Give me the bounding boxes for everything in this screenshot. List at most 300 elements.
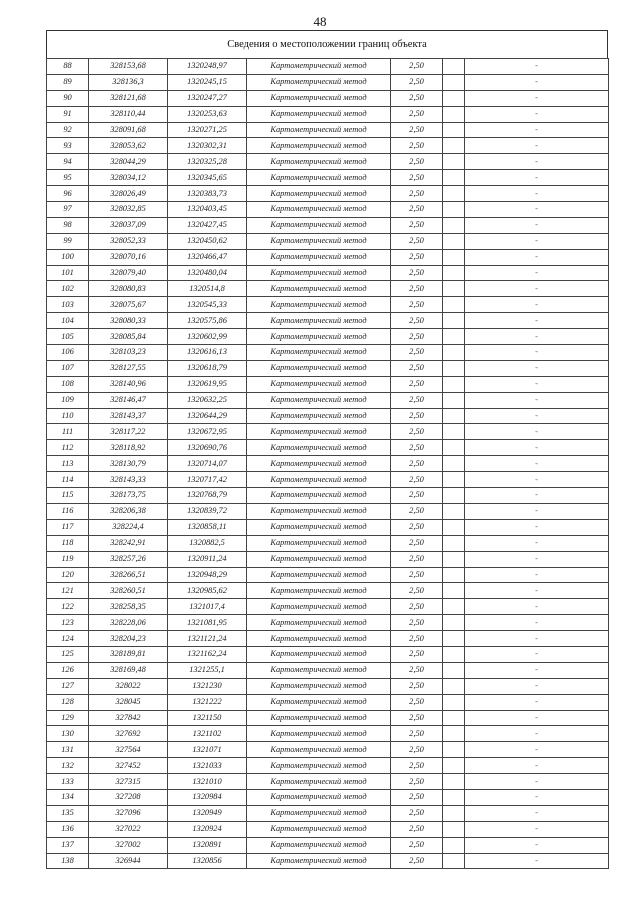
- method-cell: Картометрический метод: [247, 217, 391, 233]
- coordinate-x-cell: 328153,68: [89, 59, 168, 75]
- coordinate-y-cell: 1320644,29: [168, 408, 247, 424]
- method-cell: Картометрический метод: [247, 742, 391, 758]
- coordinate-y-cell: 1320619,95: [168, 376, 247, 392]
- description-cell: -: [465, 662, 609, 678]
- accuracy-cell: 2,50: [391, 535, 443, 551]
- table-row: [47, 440, 609, 456]
- accuracy-cell: 2,50: [391, 440, 443, 456]
- point-number-cell: 111: [47, 424, 89, 440]
- point-number-cell: 130: [47, 726, 89, 742]
- accuracy-cell: 2,50: [391, 742, 443, 758]
- point-number-cell: 124: [47, 631, 89, 647]
- note-cell: [443, 106, 465, 122]
- coordinate-y-cell: 1321071: [168, 742, 247, 758]
- table-row: [47, 217, 609, 233]
- table-row: [47, 392, 609, 408]
- point-number-cell: 97: [47, 202, 89, 218]
- accuracy-cell: 2,50: [391, 662, 443, 678]
- point-number-cell: 120: [47, 567, 89, 583]
- note-cell: [443, 646, 465, 662]
- method-cell: Картометрический метод: [247, 535, 391, 551]
- coordinate-x-cell: 328022: [89, 678, 168, 694]
- accuracy-cell: 2,50: [391, 202, 443, 218]
- accuracy-cell: 2,50: [391, 408, 443, 424]
- coordinate-y-cell: 1320325,28: [168, 154, 247, 170]
- note-cell: [443, 170, 465, 186]
- description-cell: -: [465, 297, 609, 313]
- point-number-cell: 137: [47, 837, 89, 853]
- coordinate-y-cell: 1320545,33: [168, 297, 247, 313]
- table-row: [47, 567, 609, 583]
- table-row: [47, 186, 609, 202]
- note-cell: [443, 488, 465, 504]
- coordinate-x-cell: 328110,44: [89, 106, 168, 122]
- coordinate-y-cell: 1320985,62: [168, 583, 247, 599]
- point-number-cell: 93: [47, 138, 89, 154]
- point-number-cell: 92: [47, 122, 89, 138]
- method-cell: Картометрический метод: [247, 59, 391, 75]
- accuracy-cell: 2,50: [391, 567, 443, 583]
- note-cell: [443, 408, 465, 424]
- method-cell: Картометрический метод: [247, 456, 391, 472]
- page-number: 48: [313, 14, 327, 29]
- coordinate-y-cell: 1321230: [168, 678, 247, 694]
- table-row: [47, 297, 609, 313]
- accuracy-cell: 2,50: [391, 170, 443, 186]
- description-cell: -: [465, 59, 609, 75]
- table-row: [47, 456, 609, 472]
- description-cell: -: [465, 853, 609, 869]
- coordinate-y-cell: 1320427,45: [168, 217, 247, 233]
- description-cell: -: [465, 694, 609, 710]
- coordinate-x-cell: 328053,62: [89, 138, 168, 154]
- description-cell: -: [465, 599, 609, 615]
- accuracy-cell: 2,50: [391, 583, 443, 599]
- accuracy-cell: 2,50: [391, 281, 443, 297]
- coordinate-y-cell: 1320690,76: [168, 440, 247, 456]
- point-number-cell: 127: [47, 678, 89, 694]
- description-cell: -: [465, 122, 609, 138]
- method-cell: Картометрический метод: [247, 758, 391, 774]
- coordinate-x-cell: 328143,33: [89, 472, 168, 488]
- point-number-cell: 95: [47, 170, 89, 186]
- note-cell: [443, 805, 465, 821]
- accuracy-cell: 2,50: [391, 726, 443, 742]
- method-cell: Картометрический метод: [247, 726, 391, 742]
- point-number-cell: 134: [47, 789, 89, 805]
- coordinate-x-cell: 328136,3: [89, 74, 168, 90]
- table-title: Сведения о местоположении границ объекта: [46, 30, 608, 58]
- accuracy-cell: 2,50: [391, 186, 443, 202]
- table-row: [47, 615, 609, 631]
- accuracy-cell: 2,50: [391, 106, 443, 122]
- method-cell: Картометрический метод: [247, 678, 391, 694]
- description-cell: -: [465, 583, 609, 599]
- table-row: [47, 59, 609, 75]
- coordinate-x-cell: 328224,4: [89, 519, 168, 535]
- coordinate-y-cell: 1320480,04: [168, 265, 247, 281]
- accuracy-cell: 2,50: [391, 678, 443, 694]
- accuracy-cell: 2,50: [391, 154, 443, 170]
- note-cell: [443, 376, 465, 392]
- coordinate-x-cell: 327692: [89, 726, 168, 742]
- note-cell: [443, 154, 465, 170]
- table-row: [47, 837, 609, 853]
- coordinate-y-cell: 1320891: [168, 837, 247, 853]
- description-cell: -: [465, 74, 609, 90]
- coordinate-y-cell: 1320514,8: [168, 281, 247, 297]
- coordinate-y-cell: 1320345,65: [168, 170, 247, 186]
- coordinate-x-cell: 328026,49: [89, 186, 168, 202]
- note-cell: [443, 360, 465, 376]
- table-row: [47, 138, 609, 154]
- coordinate-x-cell: 328118,92: [89, 440, 168, 456]
- table-row: [47, 360, 609, 376]
- accuracy-cell: 2,50: [391, 233, 443, 249]
- method-cell: Картометрический метод: [247, 376, 391, 392]
- table-row: [47, 742, 609, 758]
- coordinate-x-cell: 328140,96: [89, 376, 168, 392]
- method-cell: Картометрический метод: [247, 74, 391, 90]
- coordinate-x-cell: 327096: [89, 805, 168, 821]
- table-row: [47, 376, 609, 392]
- note-cell: [443, 535, 465, 551]
- coordinate-y-cell: 1321150: [168, 710, 247, 726]
- table-row: [47, 519, 609, 535]
- coordinate-y-cell: 1320247,27: [168, 90, 247, 106]
- table-row: [47, 202, 609, 218]
- coordinate-y-cell: 1320403,45: [168, 202, 247, 218]
- accuracy-cell: 2,50: [391, 297, 443, 313]
- method-cell: Картометрический метод: [247, 138, 391, 154]
- point-number-cell: 136: [47, 821, 89, 837]
- coordinate-x-cell: 328103,23: [89, 345, 168, 361]
- table-row: [47, 821, 609, 837]
- coordinate-y-cell: 1320882,5: [168, 535, 247, 551]
- table-row: [47, 678, 609, 694]
- description-cell: -: [465, 631, 609, 647]
- accuracy-cell: 2,50: [391, 519, 443, 535]
- coordinate-y-cell: 1320253,63: [168, 106, 247, 122]
- note-cell: [443, 90, 465, 106]
- note-cell: [443, 789, 465, 805]
- accuracy-cell: 2,50: [391, 345, 443, 361]
- point-number-cell: 91: [47, 106, 89, 122]
- table-row: [47, 694, 609, 710]
- coordinate-x-cell: 328266,51: [89, 567, 168, 583]
- description-cell: -: [465, 138, 609, 154]
- table-row: [47, 551, 609, 567]
- accuracy-cell: 2,50: [391, 694, 443, 710]
- accuracy-cell: 2,50: [391, 774, 443, 790]
- point-number-cell: 113: [47, 456, 89, 472]
- coordinate-y-cell: 1320575,86: [168, 313, 247, 329]
- accuracy-cell: 2,50: [391, 551, 443, 567]
- coordinate-x-cell: 327842: [89, 710, 168, 726]
- table-row: [47, 472, 609, 488]
- coordinate-y-cell: 1320450,62: [168, 233, 247, 249]
- table-row: [47, 646, 609, 662]
- point-number-cell: 131: [47, 742, 89, 758]
- table-row: [47, 710, 609, 726]
- accuracy-cell: 2,50: [391, 217, 443, 233]
- accuracy-cell: 2,50: [391, 710, 443, 726]
- note-cell: [443, 678, 465, 694]
- method-cell: Картометрический метод: [247, 519, 391, 535]
- coordinate-x-cell: 328143,37: [89, 408, 168, 424]
- point-number-cell: 138: [47, 853, 89, 869]
- description-cell: -: [465, 535, 609, 551]
- description-cell: -: [465, 678, 609, 694]
- coordinate-x-cell: 327208: [89, 789, 168, 805]
- method-cell: Картометрический метод: [247, 202, 391, 218]
- table-row: [47, 281, 609, 297]
- coordinate-y-cell: 1320271,25: [168, 122, 247, 138]
- coordinate-y-cell: 1320768,79: [168, 488, 247, 504]
- accuracy-cell: 2,50: [391, 59, 443, 75]
- coordinate-x-cell: 328228,06: [89, 615, 168, 631]
- table-row: [47, 170, 609, 186]
- description-cell: -: [465, 360, 609, 376]
- note-cell: [443, 774, 465, 790]
- note-cell: [443, 631, 465, 647]
- description-cell: -: [465, 805, 609, 821]
- note-cell: [443, 551, 465, 567]
- point-number-cell: 114: [47, 472, 89, 488]
- coordinate-y-cell: 1320717,42: [168, 472, 247, 488]
- coordinate-x-cell: 328206,38: [89, 503, 168, 519]
- table-row: [47, 758, 609, 774]
- accuracy-cell: 2,50: [391, 472, 443, 488]
- note-cell: [443, 853, 465, 869]
- accuracy-cell: 2,50: [391, 615, 443, 631]
- table-row: [47, 535, 609, 551]
- method-cell: Картометрический метод: [247, 710, 391, 726]
- coordinate-y-cell: 1320924: [168, 821, 247, 837]
- note-cell: [443, 329, 465, 345]
- description-cell: -: [465, 265, 609, 281]
- note-cell: [443, 265, 465, 281]
- coordinate-x-cell: 328032,85: [89, 202, 168, 218]
- description-cell: -: [465, 345, 609, 361]
- method-cell: Картометрический метод: [247, 472, 391, 488]
- point-number-cell: 118: [47, 535, 89, 551]
- accuracy-cell: 2,50: [391, 360, 443, 376]
- note-cell: [443, 742, 465, 758]
- note-cell: [443, 138, 465, 154]
- coordinate-x-cell: 328189,81: [89, 646, 168, 662]
- coordinate-y-cell: 1321102: [168, 726, 247, 742]
- method-cell: Картометрический метод: [247, 297, 391, 313]
- coordinate-x-cell: 328080,33: [89, 313, 168, 329]
- table-row: [47, 106, 609, 122]
- note-cell: [443, 249, 465, 265]
- point-number-cell: 101: [47, 265, 89, 281]
- accuracy-cell: 2,50: [391, 821, 443, 837]
- table-row: [47, 488, 609, 504]
- table-row: [47, 265, 609, 281]
- coordinate-y-cell: 1320245,15: [168, 74, 247, 90]
- point-number-cell: 90: [47, 90, 89, 106]
- coordinate-x-cell: 328044,29: [89, 154, 168, 170]
- accuracy-cell: 2,50: [391, 599, 443, 615]
- table-body: [47, 59, 609, 869]
- method-cell: Картометрический метод: [247, 440, 391, 456]
- accuracy-cell: 2,50: [391, 789, 443, 805]
- point-number-cell: 109: [47, 392, 89, 408]
- point-number-cell: 133: [47, 774, 89, 790]
- description-cell: -: [465, 313, 609, 329]
- point-number-cell: 110: [47, 408, 89, 424]
- method-cell: Картометрический метод: [247, 90, 391, 106]
- coordinate-y-cell: 1320911,24: [168, 551, 247, 567]
- method-cell: Картометрический метод: [247, 106, 391, 122]
- coordinate-y-cell: 1320616,13: [168, 345, 247, 361]
- point-number-cell: 99: [47, 233, 89, 249]
- method-cell: Картометрический метод: [247, 789, 391, 805]
- table-row: [47, 599, 609, 615]
- method-cell: Картометрический метод: [247, 774, 391, 790]
- note-cell: [443, 726, 465, 742]
- boundary-points-table: [46, 58, 609, 869]
- accuracy-cell: 2,50: [391, 265, 443, 281]
- note-cell: [443, 424, 465, 440]
- coordinate-x-cell: 328070,16: [89, 249, 168, 265]
- table-row: [47, 408, 609, 424]
- description-cell: -: [465, 424, 609, 440]
- coordinate-y-cell: 1321010: [168, 774, 247, 790]
- note-cell: [443, 662, 465, 678]
- coordinate-x-cell: 328079,40: [89, 265, 168, 281]
- table-row: [47, 249, 609, 265]
- coordinate-x-cell: 328052,33: [89, 233, 168, 249]
- coordinate-y-cell: 1320248,97: [168, 59, 247, 75]
- note-cell: [443, 456, 465, 472]
- point-number-cell: 108: [47, 376, 89, 392]
- note-cell: [443, 567, 465, 583]
- coordinate-x-cell: 328204,23: [89, 631, 168, 647]
- method-cell: Картометрический метод: [247, 805, 391, 821]
- description-cell: -: [465, 408, 609, 424]
- point-number-cell: 94: [47, 154, 89, 170]
- point-number-cell: 116: [47, 503, 89, 519]
- description-cell: -: [465, 742, 609, 758]
- coordinate-x-cell: 327564: [89, 742, 168, 758]
- point-number-cell: 123: [47, 615, 89, 631]
- table-row: [47, 805, 609, 821]
- description-cell: -: [465, 90, 609, 106]
- method-cell: Картометрический метод: [247, 583, 391, 599]
- point-number-cell: 100: [47, 249, 89, 265]
- note-cell: [443, 599, 465, 615]
- table-row: [47, 424, 609, 440]
- accuracy-cell: 2,50: [391, 90, 443, 106]
- table-row: [47, 74, 609, 90]
- accuracy-cell: 2,50: [391, 392, 443, 408]
- table-row: [47, 233, 609, 249]
- point-number-cell: 126: [47, 662, 89, 678]
- coordinate-x-cell: 328075,67: [89, 297, 168, 313]
- coordinate-y-cell: 1320714,07: [168, 456, 247, 472]
- note-cell: [443, 122, 465, 138]
- note-cell: [443, 615, 465, 631]
- description-cell: -: [465, 821, 609, 837]
- table-row: [47, 774, 609, 790]
- accuracy-cell: 2,50: [391, 853, 443, 869]
- method-cell: Картометрический метод: [247, 567, 391, 583]
- coordinate-x-cell: 326944: [89, 853, 168, 869]
- table-row: [47, 90, 609, 106]
- coordinate-x-cell: 327452: [89, 758, 168, 774]
- description-cell: -: [465, 170, 609, 186]
- method-cell: Картометрический метод: [247, 170, 391, 186]
- description-cell: -: [465, 281, 609, 297]
- note-cell: [443, 59, 465, 75]
- accuracy-cell: 2,50: [391, 376, 443, 392]
- coordinate-y-cell: 1321017,4: [168, 599, 247, 615]
- point-number-cell: 132: [47, 758, 89, 774]
- coordinate-y-cell: 1321162,24: [168, 646, 247, 662]
- method-cell: Картометрический метод: [247, 599, 391, 615]
- accuracy-cell: 2,50: [391, 329, 443, 345]
- coordinate-x-cell: 328257,26: [89, 551, 168, 567]
- coordinate-x-cell: 328260,51: [89, 583, 168, 599]
- description-cell: -: [465, 503, 609, 519]
- table-row: [47, 583, 609, 599]
- coordinate-x-cell: 328034,12: [89, 170, 168, 186]
- table-row: [47, 122, 609, 138]
- description-cell: -: [465, 106, 609, 122]
- coordinate-y-cell: 1321081,95: [168, 615, 247, 631]
- coordinate-y-cell: 1320618,79: [168, 360, 247, 376]
- point-number-cell: 105: [47, 329, 89, 345]
- coordinate-y-cell: 1320858,11: [168, 519, 247, 535]
- accuracy-cell: 2,50: [391, 837, 443, 853]
- coordinate-x-cell: 328130,79: [89, 456, 168, 472]
- description-cell: -: [465, 329, 609, 345]
- point-number-cell: 107: [47, 360, 89, 376]
- coordinate-y-cell: 1320856: [168, 853, 247, 869]
- description-cell: -: [465, 551, 609, 567]
- table-row: [47, 329, 609, 345]
- note-cell: [443, 74, 465, 90]
- point-number-cell: 117: [47, 519, 89, 535]
- note-cell: [443, 217, 465, 233]
- note-cell: [443, 821, 465, 837]
- method-cell: Картометрический метод: [247, 503, 391, 519]
- note-cell: [443, 758, 465, 774]
- point-number-cell: 135: [47, 805, 89, 821]
- table-row: [47, 313, 609, 329]
- point-number-cell: 106: [47, 345, 89, 361]
- accuracy-cell: 2,50: [391, 424, 443, 440]
- point-number-cell: 115: [47, 488, 89, 504]
- accuracy-cell: 2,50: [391, 631, 443, 647]
- coordinate-x-cell: 328169,48: [89, 662, 168, 678]
- table-row: [47, 345, 609, 361]
- description-cell: -: [465, 837, 609, 853]
- method-cell: Картометрический метод: [247, 424, 391, 440]
- description-cell: -: [465, 217, 609, 233]
- method-cell: Картометрический метод: [247, 360, 391, 376]
- description-cell: -: [465, 202, 609, 218]
- method-cell: Картометрический метод: [247, 615, 391, 631]
- coordinate-x-cell: 328242,91: [89, 535, 168, 551]
- note-cell: [443, 345, 465, 361]
- point-number-cell: 104: [47, 313, 89, 329]
- method-cell: Картометрический метод: [247, 853, 391, 869]
- description-cell: -: [465, 646, 609, 662]
